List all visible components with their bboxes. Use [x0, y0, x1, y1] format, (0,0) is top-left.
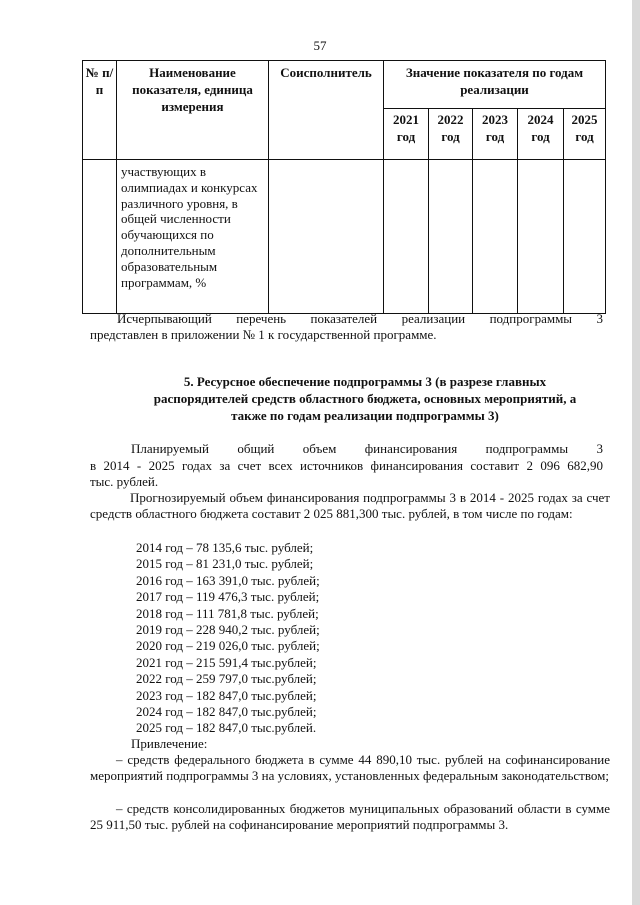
funding-year-item: 2016 год – 163 391,0 тыс. рублей;	[136, 572, 320, 588]
page-edge	[632, 0, 640, 905]
funding-year-item: 2014 год – 78 135,6 тыс. рублей;	[136, 540, 314, 555]
row-value-2025	[564, 160, 606, 314]
row-value-2021	[384, 160, 429, 314]
header-name: Наименование показателя, единица измерения	[117, 61, 269, 160]
funding-year-item: 2020 год – 219 026,0 тыс. рублей;	[136, 638, 320, 654]
funding-year-item: 2025 год – 182 847,0 тыс.рублей.	[136, 720, 317, 736]
funding-year-item: 2015 год – 81 231,0 тыс. рублей;	[136, 556, 314, 572]
funding-year-item: 2023 год – 182 847,0 тыс.рублей;	[136, 687, 317, 703]
funding-year-item: 2024 год – 182 847,0 тыс.рублей;	[136, 704, 317, 720]
row-num-cell	[83, 160, 117, 314]
funding-year-item: 2022 год – 259 797,0 тыс.рублей;	[136, 671, 317, 687]
forecast-paragraph: Прогнозируемый объем финансирования подпрограммы 3 в 2014 - 2025 годах за счет средств областного бюджета составит 2 025 881,300 тыс. рублей, в том числе по годам:	[90, 490, 610, 521]
row-value-2023	[473, 160, 518, 314]
funding-year-item: 2017 год – 119 476,3 тыс. рублей;	[136, 589, 320, 605]
row-coexecutor-cell	[269, 160, 384, 314]
funding-year-item: 2019 год – 228 940,2 тыс. рублей;	[136, 622, 320, 638]
planned-funding-line3: тыс. рублей.	[90, 474, 159, 489]
page-number: 57	[313, 38, 327, 53]
header-num: № п/п	[83, 61, 117, 160]
section-heading: 5. Ресурсное обеспечение подпрограммы 3 (в разрезе главных распорядителей средств областного бюджета, основных мероприятий, а также по годам реализации подпрограммы 3)	[153, 374, 577, 423]
planned-funding-line1: Планируемый общий объем финансирования подпрограммы 3	[131, 441, 603, 456]
header-year-2021: 2021 год	[384, 109, 429, 160]
attraction-label: Привлечение:	[131, 736, 208, 751]
header-year-2025: 2025 год	[564, 109, 606, 160]
header-year-2023: 2023 год	[473, 109, 518, 160]
header-year-2024: 2024 год	[518, 109, 564, 160]
header-coexecutor: Соисполнитель	[269, 61, 384, 160]
funding-year-item: 2021 год – 215 591,4 тыс.рублей;	[136, 654, 317, 670]
planned-funding-line2: в 2014 - 2025 годах за счет всех источников финансирования составит 2 096 682,90	[90, 458, 603, 473]
municipal-budget-paragraph: – средств консолидированных бюджетов муниципальных образований области в сумме 25 911,50 тыс. рублей на софинансирование мероприятий подпрограммы 3.	[90, 801, 610, 832]
row-value-2022	[429, 160, 473, 314]
header-values: Значение показателя по годам реализации	[384, 61, 606, 109]
federal-budget-paragraph: – средств федерального бюджета в сумме 44 890,10 тыс. рублей на софинансирование мероприятий подпрограммы 3 на условиях, установленных федеральным законодательством;	[90, 752, 610, 783]
funding-year-item: 2018 год – 111 781,8 тыс. рублей;	[136, 605, 319, 621]
row-value-2024	[518, 160, 564, 314]
exhaustive-list-line2: представлен в приложении № 1 к государственной программе.	[90, 327, 437, 342]
row-name-cell: участвующих в олимпиадах и конкурсах различного уровня, в общей численности обучающихся по дополнительным образовательным программам, %	[117, 160, 269, 314]
header-year-2022: 2022 год	[429, 109, 473, 160]
funding-by-year-list	[136, 540, 320, 737]
exhaustive-list-line1: Исчерпывающий перечень показателей реализации подпрограммы 3	[117, 311, 603, 326]
indicators-table	[82, 60, 606, 314]
